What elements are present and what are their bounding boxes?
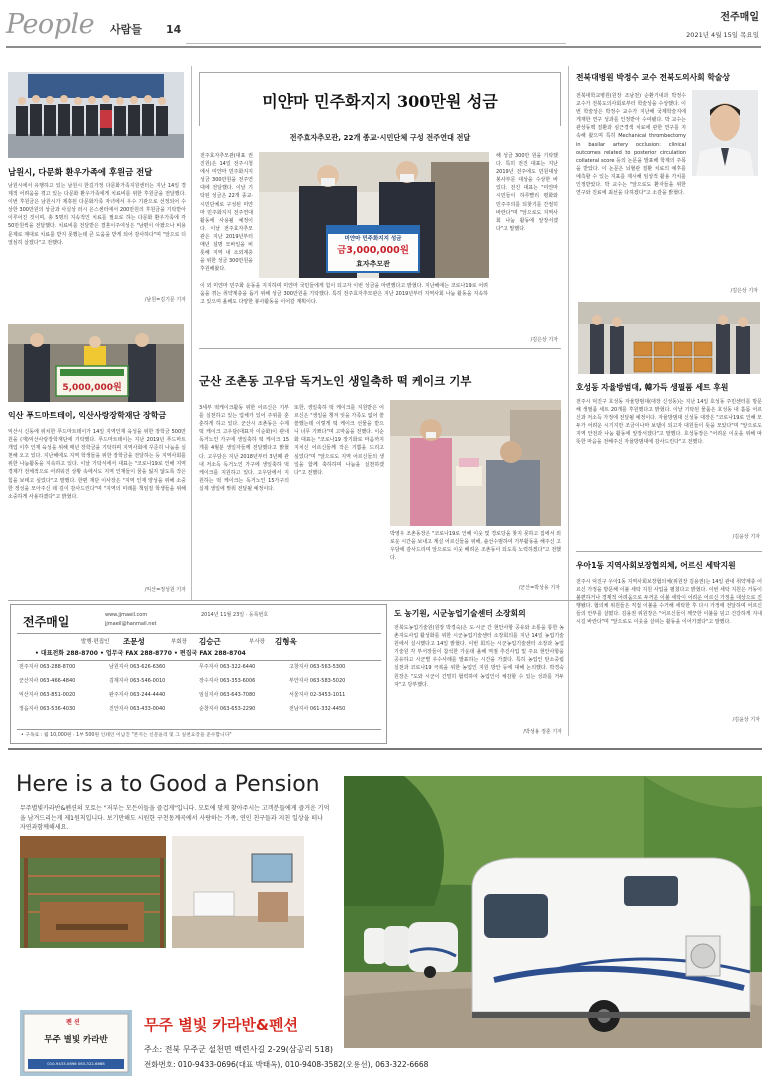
office-name: 정읍지사 <box>19 706 40 712</box>
main-subtitle: 전주효자추모관, 22개 종교·시민단체 구성 전주연대 전달 <box>289 133 471 142</box>
hosung-body: 전주시 덕진구 호성동 자율방범대(대장 신성동)는 지난 14일 호성동 주민센터를 방문해 생필품 세트 20개를 후원했다고 밝혔다. 이날 기탁된 물품은 호성동 내 홀몸 어르신과 저소득 가정에 전달될 예정이다. 자율방범대 신성동 대장은 "코로나19로 인해 모두가 어려운 시기지만 조금이나마 보탬이 되고자 대원들이 뜻을 모았다"며 "앞으로도 지역 안전과 나눔 활동에 앞장서겠다"고 말했다. 호성동장은 "어려운 이웃을 위해 따뜻한 마음을 전해주신 자율방범대에 감사드린다"고 전했다. <box>576 399 762 446</box>
office-name: 무주지사 <box>199 664 220 670</box>
ad-block <box>8 752 762 1084</box>
office-phone: 063-653-2290 <box>219 706 256 712</box>
office-phone: 063-546-0010 <box>129 678 166 684</box>
prof-portrait <box>692 90 758 176</box>
deputy-name: 김형욱 <box>275 637 297 646</box>
office-name: 장수지사 <box>199 678 220 684</box>
vice-name: 김승근 <box>199 637 221 646</box>
section-title: People <box>6 9 95 40</box>
masthead-name: 전주매일 <box>23 615 70 629</box>
ad-sign-top: 펜 션 <box>66 1019 80 1026</box>
right-rule <box>576 551 762 552</box>
ad-intro: 무주별빛카라반&펜션의 모토는 "저부는 모든이들을 즐겁게"입니다. 모토에 맞게 찾아주시는 고객분들에게 즐거운 기억을 남겨드리는게 제1원칙입니다. 보기만해도 시원한 구천동계곡에서 사랑하는 가족, 연인 친구들과 지친 일상을 떠나 자연과함께해세요. <box>20 805 330 832</box>
sign-org: 효자추모관 <box>356 260 390 268</box>
col-divider-right <box>568 66 569 736</box>
office-name: 전주지사 <box>19 664 40 670</box>
ad-address: 주소: 전북 무주군 설천면 백련사길 2-29(삼공리 518) <box>144 1045 333 1054</box>
office-phone: 063-536-4030 <box>39 706 76 712</box>
publisher-name: 조문성 <box>123 637 145 646</box>
foodmart-byline: /익산=정성원 기자 <box>144 587 186 593</box>
orphans-byline: /남원=김기문 기자 <box>144 297 186 303</box>
office-name: 남원지사 <box>109 664 130 670</box>
office-entry <box>199 678 255 686</box>
cake-col2: 또한, 생일축하 떡 케이크를 지원받은 어르신은 "생일을 챙겨 잊을 가족도 없어 쓸쓸했는데 이렇게 떡 케이크 선물을 받으니 너무 기쁘다"며 고마움을 전했다. 이순화 대표는 "코로나19 장기화로 마음까지 지치신 어르신들께 작은 기쁨을 드리고 싶었다"며 "앞으로도 지역 어르신들의 생일을 함께 축하하며 나눔을 실천하겠다"고 전했다. <box>294 405 384 476</box>
ad-headline: Here is a to Good a Pension <box>16 772 320 797</box>
header-rule <box>6 46 761 48</box>
office-phone: 063-583-5020 <box>309 678 346 684</box>
cake-photo <box>390 400 561 526</box>
office-phone: 061-332-4450 <box>309 706 346 712</box>
page-number: 14 <box>166 23 182 36</box>
office-phone: 063-288-8700 <box>39 664 76 670</box>
svg-text:5,000,000원: 5,000,000원 <box>62 383 122 393</box>
office-entry <box>199 692 255 700</box>
office-phone: 02-3453-1011 <box>309 692 346 698</box>
office-phone: 063-433-0040 <box>129 706 166 712</box>
sign-amount: 금3,000,000원 <box>337 245 409 256</box>
office-entry <box>19 678 75 686</box>
cake-col3: 박영우 조촌동장은 "코로나19로 인해 이웃 및 경로당을 찾지 못하고 집에서 외로운 시간을 보내고 계실 어르신들을 위해, 솔선수범하여 기부활동을 해주신 고우담에 감사드리며 앞으로도 이웃 배려운 조촌동이 되도록 노력하겠다"고 전했다. <box>390 531 561 562</box>
wooah-headline: 우아1동 지역사회보장협의체, 어르신 세탁지원 <box>576 561 736 570</box>
foodmart-photo <box>8 324 184 402</box>
office-name: 고창지사 <box>289 664 310 670</box>
office-name: 서울지사 <box>289 692 310 698</box>
masthead-registration: 2014년 11월 23일 · 등록번호 <box>201 612 269 618</box>
orphans-group-photo <box>8 72 184 158</box>
office-phone: 063-466-4840 <box>39 678 76 684</box>
prof-byline: /김은상 기자 <box>730 288 758 294</box>
office-entry <box>109 706 165 714</box>
office-phone: 063-563-5300 <box>309 664 346 670</box>
section-korean: 사람들 <box>110 23 142 36</box>
office-entry <box>19 692 75 700</box>
masthead-rule-2 <box>17 660 381 661</box>
orphans-body: 남원시에서 유행하고 있는 남원시 한길가정 다문화가족지원센터는 지난 14일 경제적 어려움을 겪고 있는 다문화 환우가족에게 치료비를 위한 후원금을 전달했다. 이번 후원금은 남원시가 제휴된 다문화가족 자녀에서 우수 기관으로 선정되어 수상한 300만원의 상금과 사실상 러시 온스센터에서 200만원의 후원금을 기탁받아 이루어진 것이며, 총 5명의 지속적인 치료를 필요로 하는 다문화 환우가족에 각 50만원씩을 전달했다. 치료비를 전달받은 결혼이주여성은 "남편이 아팠으나 비용 문제로 제대로 치료를 받지 못했는데 큰 도움을 받게 되어 감사하다"며 "앞으로 더 열심히 살겠다"고 전했다. <box>8 183 186 246</box>
office-name: 임실지사 <box>199 692 220 698</box>
office-name: 김제지사 <box>109 678 130 684</box>
prof-headline: 전북대병원 박정수 교수 전북도의사회 학술상 <box>576 73 730 82</box>
tech-headline: 도 농기원, 시군농업기술센터 소장회의 <box>394 609 526 618</box>
foodmart-body: 익산시 신동에 위치한 푸드마트테이가 14일 지역인재 육성을 위한 장학금 500만원을 (재)익산사랑장학재단에 기탁했다. 푸드마트테이는 지난 2019년 푸드마트 개업 이후 인재 육성을 위해 매년 장학금을 기탁하며 지역사회에 꾸준히 나눔을 실천해 오고 있다. 지난해에도 지역 학생들을 위한 장학금을 전달하는 등 지역사회를 위한 나눔활동을 지속하고 있다. 이날 기탁식에서 대표는 "코로나19로 인해 지역 경제가 전체적으로 어려워진 상황 속에서도 지역 인재들이 꿈을 잃지 않도록 작은 힘을 보태고 싶었다"고 말했다. 한편 재단 이사장은 "지역 인재 양성을 위해 소중한 정성을 모아주신 데 깊이 감사드린다"며 "지역의 미래를 책임질 학생들을 위해 소중하게 사용하겠다"고 밝혔다. <box>8 429 186 500</box>
office-name: 순창지사 <box>199 706 220 712</box>
ad-name: 무주 별빛 카라반&펜션 <box>144 1016 298 1034</box>
tech-byline: /박성용 정훈 기자 <box>523 729 562 735</box>
masthead-bottom: • 구독료 : 월 10,000원 · 1부 500원 인쇄인 이남진 "본지는 신문윤리 및 그 실천요강을 준수합니다" <box>21 733 232 738</box>
masthead-rule-3 <box>17 729 381 730</box>
masthead-box <box>10 604 387 744</box>
main-headline: 미얀마 민주화지지 300만원 성금 <box>262 92 498 111</box>
office-phone: 063-643-7080 <box>219 692 256 698</box>
office-entry <box>289 664 345 672</box>
office-phone: 063-851-0020 <box>39 692 76 698</box>
masthead-website: www.jjmaeil.com <box>105 612 148 618</box>
ad-sign-phone: 010-9433-0696 063-322-6668 <box>47 1061 105 1066</box>
office-phone: 063-626-6360 <box>129 664 166 670</box>
cake-col1: 3세부 떡케이크활동 위한 어르신은 기부를 실천하고 있는 업체가 있어 주위를 훈훈하게 하고 있다. 군산시 조촌동은 수제 떡 케이크 고우담(대표자 이순화)이 관내 독거노인 가구에 생일축하 떡 케이크 15개를 4월분 생일자들께 전달했다고 밝혔다. 고우담은 지난 2018년부터 3년째 관내 저소득 독거노인 가구에 생일축하 떡 케이크를 지원하고 있다. 고우담에서 지원하는 떡 케이크는 독거노인 15가구의 실제 생일에 맞춰 전달될 예정이다. <box>199 405 289 492</box>
vice-label: 부회장 <box>171 639 187 645</box>
header-rule-thin <box>186 43 566 44</box>
office-entry <box>19 706 75 714</box>
main-col1: 전주효자추모관(대표 권진원)은 14일 전주시청에서 미얀마 민주화지지 성금 300만원을 전주연대에 전달했다. 이날 기탁된 성금은 22개 종교·시민단체로 구성된 미얀마 민주화지지 전주연대 활동에 사용될 예정이다. 이날 전주효자추모관은 지난 2019년부터 매년 설명 모바일을 비롯해 지역 내 소외계층을 위한 성금 300만원을 후원해왔다. <box>200 153 253 273</box>
office-entry <box>289 678 345 686</box>
orphans-headline: 남원시, 다문화 환우가족에 후원금 전달 <box>8 167 153 177</box>
masthead-rule-1 <box>17 633 381 634</box>
wooah-body: 전주시 덕진구 우아1동 지역사회보장협의체(위원장 김용권)는 14일 관내 취약계층 어르신 가정을 방문해 이불 세탁 지원 사업을 펼쳤다고 밝혔다. 이번 세탁 지원은 거동이 불편하거나 경제적 어려움으로 두꺼운 이불 세탁이 어려운 어르신 가정을 대상으로 진행됐다. 협의체 위원들은 직접 이불을 수거해 세탁한 후 다시 가정에 전달하며 어르신들의 안부를 살폈다. 김용권 위원장은 "어르신들이 깨끗한 이불을 덮고 건강하게 지내시길 바란다"며 "앞으로도 이웃을 살피는 활동을 이어가겠다"고 말했다. <box>576 579 762 626</box>
office-list <box>19 664 381 726</box>
office-name: 진안지사 <box>109 706 130 712</box>
office-name: 부안지사 <box>289 678 310 684</box>
office-name: 완주지사 <box>109 692 130 698</box>
ad-phone: 전화번호: 010-9433-0696(대표 박태옥), 010-9408-3582(오용선), 063-322-6668 <box>144 1060 429 1069</box>
main-bottom-rule <box>199 348 561 349</box>
ad-interior-photo <box>172 836 304 948</box>
office-entry <box>109 664 165 672</box>
main-donation-photo <box>259 152 489 278</box>
wooah-byline: /김윤상 기자 <box>732 717 760 723</box>
ad-caravan-photo <box>344 776 762 1048</box>
hosung-byline: /김윤상 기자 <box>732 534 760 540</box>
deputy-label: 부사장 <box>249 639 265 645</box>
prof-body: 전북대학교병원(원장 조남천) 순환기내과 박정수 교수가 전북도의사회로부터 학술상을 수상했다. 이번 학술상은 박정수 교수가 지난해 국제학술지에 게재한 연구 성과를 인정받아 수여됐다. 박 교수는 관상동맥 질환과 심근경색 치료에 관한 연구를 지속해 왔으며 특히 Mechanical thrombectomy in basilar artery occlusion: clinical outcomes related to posterior circulation collateral score 등의 논문을 발표해 학계의 주목을 받았다. 이 논문은 뇌혈관 질환 치료의 예후를 예측할 수 있는 지표를 제시해 임상적 활용 가치를 인정받았다. 박 교수는 "앞으로도 환자들을 위한 연구와 진료에 최선을 다하겠다"고 소감을 밝혔다. <box>576 93 686 197</box>
masthead-phones: • 대표전화 288-8700 • 업무국 FAX 288-8770 • 편집국 FAX 288-8704 <box>35 650 246 657</box>
ad-sign-photo <box>20 1010 132 1076</box>
office-phone: 063-244-4440 <box>129 692 166 698</box>
hosung-headline: 호성동 자율방범대, 韓가득 생필품 세트 후원 <box>576 383 729 392</box>
tech-body: 전북도농업기술원(원장 박경숙)은 도·시군 간 현안사항 공유와 소통을 통한 농촌지도사업 활성화를 위한 시군농업기술센터 소장회의를 지난 14일 농업기술원에서 실시했다고 14일 밝혔다. 이번 회의는 시군농업기술센터 소장과 농업기술원 각 부서장들이 참석한 가운데 올해 역점 추진사업 및 주요 현안사항을 공유하고 시군별 우수사례를 발표하는 시간을 가졌다. 특히 농업인 탄소중립 실천과 코로나19 극복을 위한 농업인 지원 방안 등에 대해 논의했다. 박경숙 원장은 "도와 시군이 긴밀히 협력하여 농업인이 체감할 수 있는 성과를 거두자"고 당부했다. <box>394 625 564 688</box>
masthead-email: jjmaeil@hanmail.net <box>105 621 157 627</box>
office-name: 익산지사 <box>19 692 40 698</box>
sign-top: 미얀마 민주화지지 성금 <box>344 236 402 242</box>
ad-sign-main: 무주 별빛 카라반 <box>44 1035 108 1045</box>
office-phone: 063-322-6440 <box>219 664 256 670</box>
cake-byline: /군산=박상용 기자 <box>518 585 560 591</box>
office-phone: 063-353-6006 <box>219 678 256 684</box>
office-name: 전남지사 <box>289 706 310 712</box>
office-entry <box>289 706 345 714</box>
page-header <box>6 8 761 42</box>
main-byline: /김은상 기자 <box>530 337 558 343</box>
col-divider-left <box>191 66 192 601</box>
publisher-label: 발행·편집인 <box>81 639 110 645</box>
paper-name: 전주매일 <box>720 12 759 23</box>
hosung-photo <box>578 302 760 374</box>
ad-top-rule <box>8 748 762 750</box>
office-entry <box>199 706 255 714</box>
ad-deck-photo <box>20 836 166 948</box>
main-col2: 이 외 미얀마 민주화 운동을 지지하며 미얀마 국민들에게 힘이 되고자 이번 성금을 마련했다고 밝혔다. 지난해에는 코로나19로 어려움을 겪는 취약계층을 돕기 위해 성금 300만원을 기탁했다. 특히 전주효자추모관은 지난 2019년부터 지역사회 나눔 활동을 지속하고 있으며 올해도 다양한 봉사활동을 이어갈 계획이다. <box>200 283 488 306</box>
issue-date: 2021년 4월 15일 목요일 <box>686 31 759 39</box>
main-col3: 해 성금 300만 원을 기탁했다. 특히 전진 대표는 지난 2019년 전주에도 민원대상 봉사부문 대상을 수상한 바 있다. 전진 대표는 "미얀마 시민들이 하루빨리 평화와 민주주의를 되찾기를 간절히 바란다"며 "앞으로도 지역사회 나눔 활동에 앞장서겠다"고 말했다. <box>496 153 558 232</box>
office-name: 군산지사 <box>19 678 40 684</box>
cake-headline: 군산 조촌동 고우담 독거노인 생일축하 떡 케이크 기부 <box>199 374 472 388</box>
office-entry <box>109 678 165 686</box>
office-entry <box>289 692 345 700</box>
foodmart-headline: 익산 푸드마트테이, 익산사랑장학재단 장학금 <box>8 411 167 420</box>
office-entry <box>199 664 255 672</box>
office-entry <box>19 664 75 672</box>
office-entry <box>109 692 165 700</box>
